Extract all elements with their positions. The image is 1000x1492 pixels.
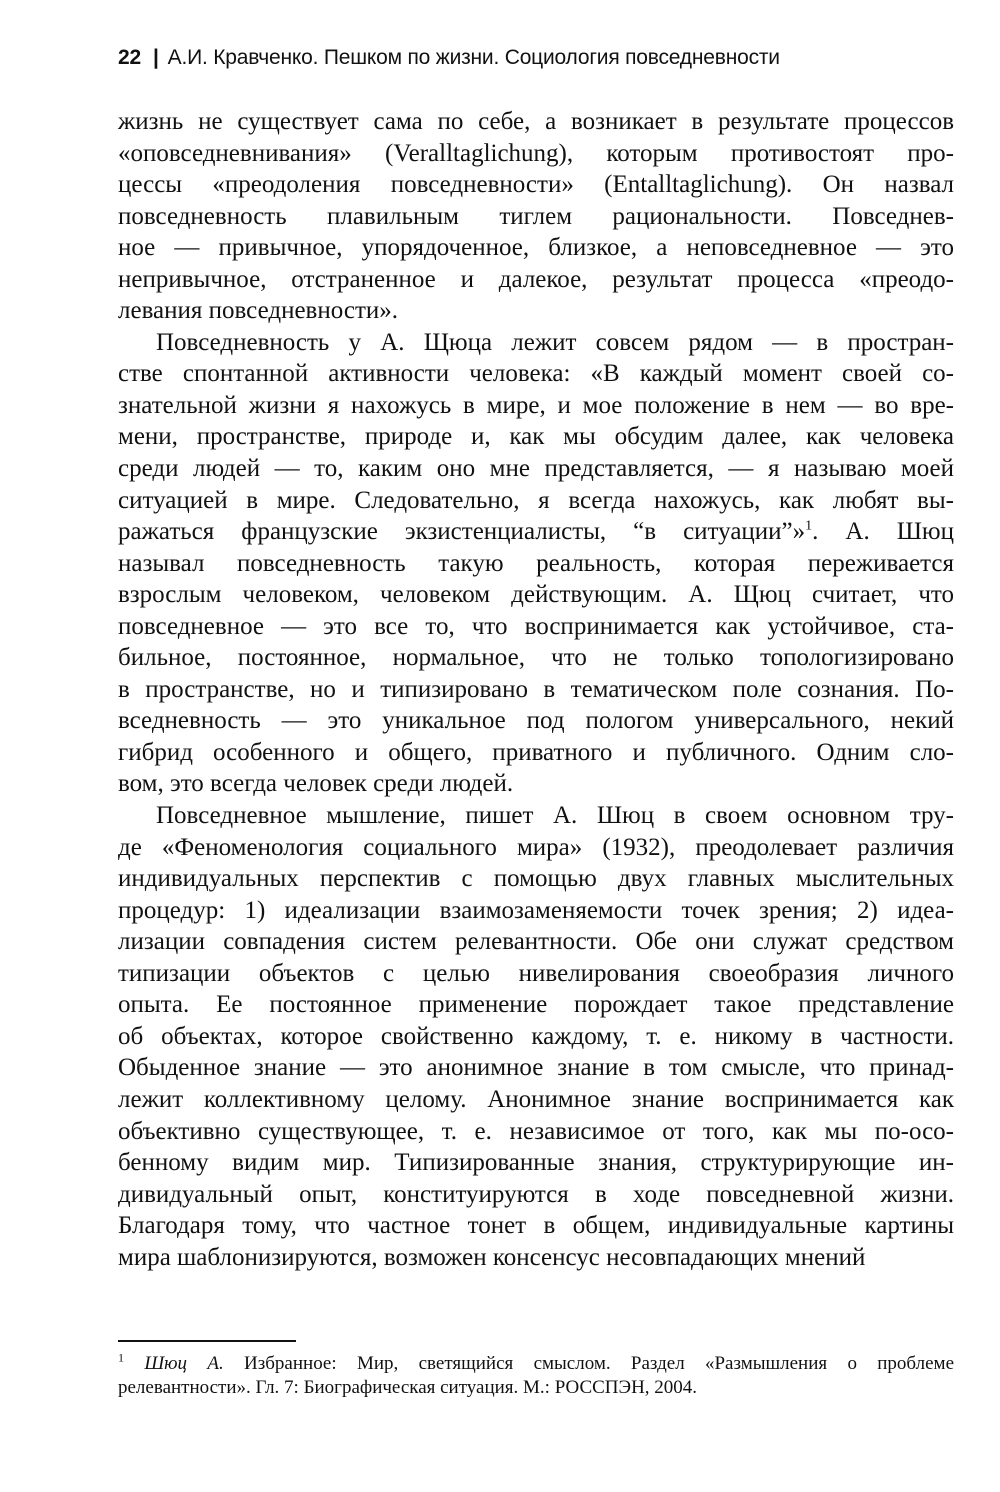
text-line: взрослым человеком, человеком действующим. А. Щюц считает, что — [118, 581, 954, 609]
footnote-reference: 1 — [805, 518, 813, 534]
text-line: об объектах, которое свойственно каждому, т. е. никому в частности. — [118, 1022, 954, 1050]
text-line: лежит коллективному целому. Анонимное знание воспринимается как — [118, 1085, 954, 1113]
paragraph — [118, 327, 954, 800]
text-line: гибрид особенного и общего, приватного и публичного. Одним сло- — [118, 738, 954, 766]
text-line: среди людей — то, каким оно мне представляется, — я называю моей — [118, 455, 954, 483]
footnote-mark: 1 — [118, 1350, 124, 1365]
text-line: Обыденное знание — это анонимное знание в том смысле, что принад- — [118, 1054, 954, 1082]
paragraph — [118, 106, 954, 327]
text-line: повседневное — это все то, что воспринимается как устойчивое, ста- — [118, 612, 954, 640]
text-line: называл повседневность такую реальность, которая переживается — [118, 549, 954, 577]
text-fragment: ражаться французские экзистенциалисты, “в ситуации”» — [118, 518, 806, 546]
footnote — [118, 1352, 954, 1400]
text-line: знательной жизни я нахожусь в мире, и мое положение в нем — во вре- — [118, 391, 954, 419]
text-line: Благодаря тому, что частное тонет в общем, индивидуальные картины — [118, 1212, 954, 1240]
text-line: ное — привычное, упорядоченное, близкое, а неповседневное — это — [118, 234, 954, 262]
text-line: стве спонтанной активности человека: «В каждый момент своей со- — [118, 360, 954, 388]
text-line: левания повседневности». — [118, 297, 399, 325]
footnote-line — [118, 1352, 954, 1376]
text-line — [118, 516, 954, 548]
text-line: лизации совпадения систем релевантности. Обе они служат средством — [118, 928, 954, 956]
text-line: мени, пространстве, природе и, как мы обсудим далее, как человека — [118, 423, 954, 451]
footnote-text: Избранное: Мир, светящийся смыслом. Раздел «Размышления о проблеме — [223, 1353, 955, 1374]
text-fragment: . А. Шюц — [812, 518, 954, 546]
running-header — [118, 46, 780, 70]
text-line: цессы «преодоления повседневности» (Entalltaglichung). Он назвал — [118, 171, 954, 199]
text-line: объективно существующее, т. е. независимое от того, как мы по-осо- — [118, 1117, 954, 1145]
text-line: повседневность плавильным тиглем рациональности. Повседнев- — [118, 202, 954, 230]
text-line: бильное, постоянное, нормальное, что не только топологизировано — [118, 644, 954, 672]
body-text — [118, 106, 954, 1273]
text-line: в пространстве, но и типизировано в тематическом поле сознания. По- — [118, 675, 954, 703]
text-line: де «Феноменология социального мира» (1932), преодолевает различия — [118, 833, 954, 861]
text-line: Повседневность у А. Щюца лежит совсем рядом — в простран- — [156, 328, 954, 356]
text-line: «оповседневнивания» (Veralltaglichung), которым противостоят про- — [118, 139, 954, 167]
page-number: 22 — [118, 46, 141, 69]
text-line: индивидуальных перспектив с помощью двух главных мыслительных — [118, 865, 954, 893]
text-line: вом, это всегда человек среди людей. — [118, 770, 514, 798]
footnote-rule — [118, 1340, 296, 1342]
text-line: бенному видим мир. Типизированные знания, структурирующие ин- — [118, 1149, 954, 1177]
text-line: жизнь не существует сама по себе, а возникает в результате процессов — [118, 108, 954, 135]
text-line: ситуацией в мире. Следовательно, я всегда нахожусь, как любят вы- — [118, 486, 954, 514]
text-line: типизации объектов с целью нивелирования своеобразия личного — [118, 959, 954, 987]
running-title: А.И. Кравченко. Пешком по жизни. Социология повседневности — [167, 46, 780, 69]
paragraph — [118, 800, 954, 1273]
header-separator: | — [152, 46, 159, 69]
text-line: опыта. Ее постоянное применение порождает такое представление — [118, 991, 954, 1019]
text-line: мира шаблонизируются, возможен консенсус несовпадающих мнений — [118, 1243, 866, 1271]
text-line: непривычное, отстраненное и далекое, результат процесса «преодо- — [118, 265, 954, 293]
text-line: процедур: 1) идеализации взаимозаменяемости точек зрения; 2) идеа- — [118, 896, 954, 924]
text-line: Повседневное мышление, пишет А. Шюц в своем основном тру- — [156, 802, 954, 830]
footnote-line: релевантности». Гл. 7: Биографическая ситуация. М.: РОССПЭН, 2004. — [118, 1377, 698, 1398]
text-line: вседневность — это уникальное под пологом универсального, некий — [118, 707, 954, 735]
text-line: дивидуальный опыт, конституируются в ходе повседневной жизни. — [118, 1180, 954, 1208]
footnote-author: Шюц А. — [144, 1353, 224, 1374]
